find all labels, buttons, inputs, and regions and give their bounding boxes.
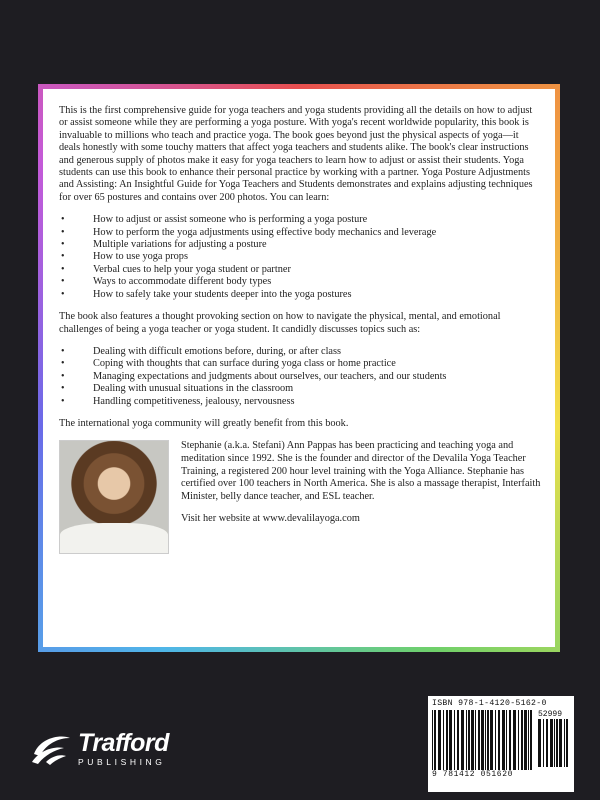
author-section [59,440,541,554]
barcode-bar [566,719,568,767]
publisher-tagline: PUBLISHING [78,757,166,767]
list-item: • How to safely take your students deeper into the yoga postures [59,289,541,301]
barcode-bar [502,710,505,770]
barcode-bar [434,710,436,770]
list-item: • Verbal cues to help your yoga student or partner [59,264,541,276]
barcode-bar [471,710,474,770]
barcode-bar [513,710,516,770]
list-item: • How to use yoga props [59,251,541,263]
barcode-bar [443,710,444,770]
description-frame [38,84,560,652]
barcode-bar [543,719,544,767]
barcode-bar [498,710,500,770]
barcode-bar [478,710,480,770]
list-item: • Managing expectations and judgments about ourselves, our teachers, and our students [59,371,541,383]
author-bio [181,440,541,554]
barcode-bar [454,710,455,770]
barcode-bar [559,719,562,767]
price-barcode-bars [538,719,568,767]
barcode-bar [457,710,459,770]
barcode-bar [506,710,507,770]
learn-list [59,214,541,301]
topics-list [59,346,541,408]
price-code: 52999 [538,710,563,719]
barcode-bar [461,710,464,770]
barcode-bar [446,710,448,770]
barcode-bar [449,710,452,770]
publisher-logo [30,730,169,767]
barcode-bar [466,710,467,770]
intro-paragraph: This is the first comprehensive guide for yoga teachers and yoga students providing all the details on how to adjust or assist someone while they are performing a yoga posture. With yoga's recent worldwide popularity, this book is invaluable to millions who teach and practice yoga. The book goes beyond just the physical aspects of yoga—it deals honestly with some touchy matters that affect yoga teachers and students alike. The book's clear instructions and generous supply of photos make it easy for yoga teachers to learn how to adjust or assist their students. Yoga students can use this book to enhance their personal practice by working with a partner. Yoga Posture Adjustments and Assisting: An Insightful Guide for Yoga Teachers and Students demonstrates and explains adjusting techniques for over 65 postures and contains over 200 photos. You can learn: [59,105,533,203]
barcode-bar [495,710,496,770]
barcode-bar [432,710,433,770]
description-panel [43,89,555,647]
isbn-label: ISBN 978-1-4120-5162-0 [432,699,547,708]
barcode-bar [475,710,476,770]
barcode-bar [550,719,553,767]
barcode-digits: 9 781412 051620 [432,770,514,779]
list-item: • Dealing with unusual situations in the classroom [59,383,541,395]
barcode-bar [554,719,555,767]
barcode-bar [490,710,493,770]
barcode-bar [521,710,523,770]
list-item: • Ways to accommodate different body types [59,276,541,288]
list-item: • Multiple variations for adjusting a posture [59,239,541,251]
list-item: • Coping with thoughts that can surface during yoga class or home practice [59,358,541,370]
barcode-bar [530,710,532,770]
barcode-bar [556,719,558,767]
barcode-bar [481,710,484,770]
barcode [428,696,574,792]
barcode-bar [528,710,529,770]
publisher-name: Trafford [78,729,169,757]
barcode-bar [564,719,565,767]
author-bio-text: Stephanie (a.k.a. Stefani) Ann Pappas has been practicing and teaching yoga and meditation since 1992. She is the founder and director of the Devalila Yoga Teacher Training, a registered 200 hour level training with the Yoga Alliance. Stephanie has certified over 100 teachers in North America. She is also a massage therapist, Interfaith Minister, belly dance teacher, and ESL teacher. [181,440,541,502]
barcode-bar [524,710,527,770]
author-photo [59,440,169,554]
barcode-bar [546,719,548,767]
list-item: • How to adjust or assist someone who is performing a yoga posture [59,214,541,226]
ean-barcode-bars [432,710,534,770]
barcode-bar [438,710,441,770]
list-item: • Handling competitiveness, jealousy, nervousness [59,396,541,408]
barcode-bar [468,710,470,770]
closing-paragraph: The international yoga community will greatly benefit from this book. [59,417,349,429]
barcode-bar [538,719,541,767]
author-website: Visit her website at www.devalilayoga.com [181,513,360,525]
barcode-bar [518,710,519,770]
list-item: • How to perform the yoga adjustments using effective body mechanics and leverage [59,227,541,239]
list-item: • Dealing with difficult emotions before, during, or after class [59,346,541,358]
barcode-bar [509,710,511,770]
barcode-bar [485,710,486,770]
barcode-bar [487,710,489,770]
topics-intro-paragraph: The book also features a thought provoking section on how to navigate the physical, mental, and emotional challenges of being a yoga teacher or yoga student. It candidly discusses topics such as: [59,311,501,335]
trafford-swoosh-icon [30,732,72,766]
